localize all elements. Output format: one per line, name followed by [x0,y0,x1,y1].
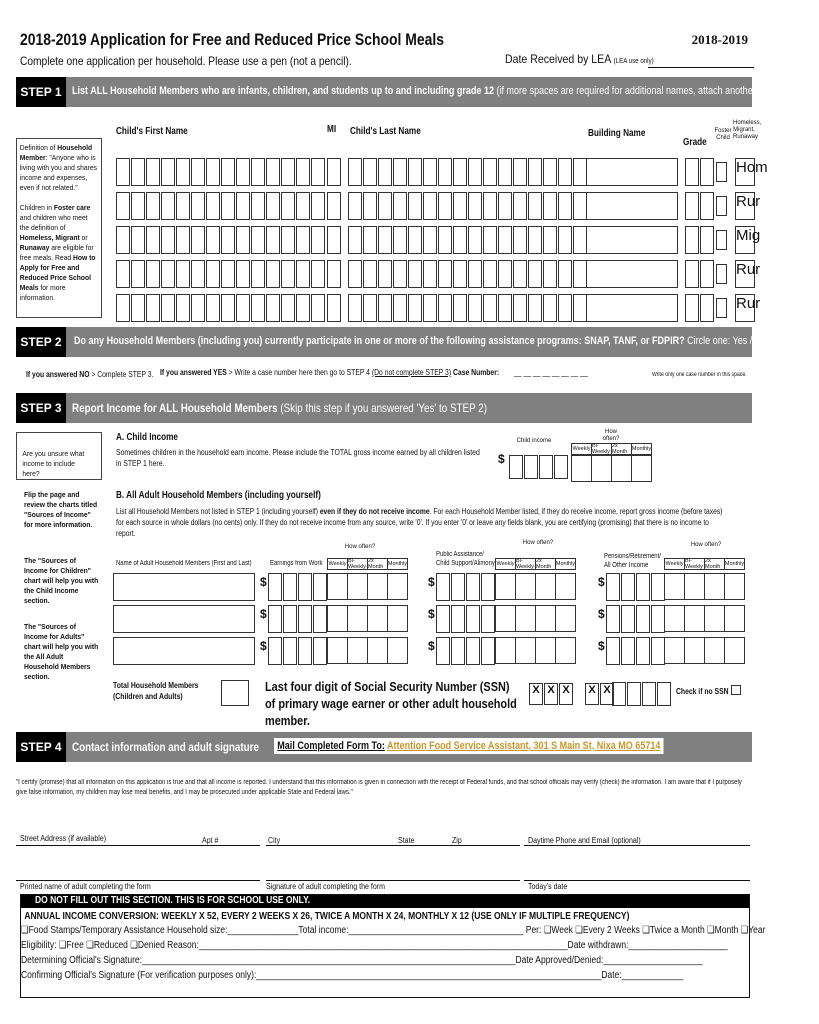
dollar-sign: $ [598,607,605,621]
public-assistance-field[interactable] [436,605,496,633]
step4-bar [16,732,752,762]
step4-label: STEP 4 [16,732,66,762]
child-mi-field[interactable] [327,226,341,254]
public-assistance-frequency[interactable] [495,637,575,664]
grade-field[interactable] [685,158,715,186]
child-mi-field[interactable] [327,158,341,186]
dollar-sign: $ [428,639,435,653]
building-name-field[interactable] [586,226,678,254]
freq-monthly: Monthly [631,443,652,455]
case-number-field[interactable]: __ __ __ __ __ __ __ __ [514,368,588,377]
form-subtitle: Complete one application per household. Please use a pen (not a pencil). [20,54,352,68]
child-income-title: A. Child Income [116,432,178,443]
income-help-box [16,432,102,480]
city-label: City [268,836,281,845]
income-help-flip: Flip the page and review the charts titled "Sources of Income" for more information. [24,490,98,529]
earnings-work-field[interactable] [268,573,328,601]
phone-email-line[interactable] [524,845,750,846]
child-last-name-field[interactable] [348,260,588,288]
col-adult-name: Name of Adult Household Members (First and Last) [116,560,252,567]
step2-heading: Do any Household Members (including you) currently participate in one or more of the following assistance programs: SNAP, TANF, or FDPIR? Circle one: Yes / No [74,335,767,347]
public-assistance-field[interactable] [436,637,496,665]
freq-2x-month: 2x Month [611,443,632,455]
todays-date-label: Today's date [528,882,568,891]
freq-labels: Weekly Bi-Weekly 2x Month Monthly [328,558,408,570]
foster-child-checkbox[interactable] [716,264,727,284]
printed-name-line[interactable] [16,880,260,881]
step2-label: STEP 2 [16,327,66,357]
adult-income-title: B. All Adult Household Members (including yourself) [116,490,321,501]
dollar-sign: $ [260,575,267,589]
step3-label: STEP 3 [16,393,66,423]
income-help-question: Are you unsure what income to include here? [22,449,85,478]
step4-heading: Contact information and adult signature [72,740,259,754]
child-freq-labels [571,443,651,455]
child-first-name-field[interactable] [116,192,326,220]
child-how-often: How often? [602,429,620,442]
pension-frequency[interactable] [664,573,744,600]
state-label: State [398,836,415,845]
freq-biweekly: Bi-Weekly [591,443,612,455]
foster-child-checkbox[interactable] [716,230,727,250]
dollar-sign: $ [260,607,267,621]
foster-child-checkbox[interactable] [716,298,727,318]
how-often-label: How often? [344,544,376,550]
signature-label: Signature of adult completing the form [266,882,385,891]
dollar-sign: $ [598,575,605,589]
child-last-name-field[interactable] [348,192,588,220]
step1-label: STEP 1 [16,77,66,107]
no-ssn-checkbox[interactable] [731,685,741,695]
ssn-last-four-field[interactable] [612,682,672,706]
mail-address[interactable]: Attention Food Service Assistant, 301 S Main St, Nixa MO 65714 [387,740,661,752]
earnings-work-frequency[interactable] [327,605,407,632]
child-freq-boxes[interactable] [571,455,651,482]
apt-label: Apt # [202,836,219,845]
child-income-dollar: $ [498,452,505,466]
zip-label: Zip [452,836,462,845]
child-income-text: Sometimes children in the household earn income. Please include the TOTAL gross income earned by all children listed in STEP 1 here. [116,448,480,468]
signature-line[interactable] [266,880,520,881]
col-public-assistance: Public Assistance/ Child Support/Alimony [436,551,495,567]
step2-if-yes: If you answered YES > Write a case number here then go to STEP 4 (Do not complete STEP 3) Case Number: [160,368,500,377]
homeless-migrant-runaway-checkbox[interactable]: Hom [735,158,755,186]
household-member-definition: Definition of Household Member: "Anyone who is living with you and shares income and expenses, even if not related." [19,143,98,192]
grade-field[interactable] [685,294,715,322]
grade-field[interactable] [685,192,715,220]
homeless-migrant-runaway-checkbox[interactable]: Rur [735,294,755,322]
city-state-zip-line[interactable] [266,845,520,846]
earnings-work-field[interactable] [268,605,328,633]
dollar-sign: $ [260,639,267,653]
foster-homeless-note: Children in Foster care and children who meet the definition of Homeless, Migrant or Runaway are eligible for free meals. Read How to Apply for Free and Reduced Price School Meals for more information. [19,203,96,302]
school-use-heading: DO NOT FILL OUT THIS SECTION. THIS IS FOR SCHOOL USE ONLY. [21,895,749,908]
col-foster: Foster Child [714,128,732,141]
adult-name-field[interactable] [113,573,255,601]
col-first-name: Child's First Name [116,126,188,137]
food-stamps-row[interactable]: ❏Food Stamps/Temporary Assistance Household size:_______________Total income:_____________________________________ Per: ❏Week ❏Every 2 Weeks ❏Twice a Month ❏Month ❏Year [21,925,766,936]
step3-bar [16,393,752,423]
step3-heading: Report Income for ALL Household Members (Skip this step if you answered 'Yes' to STEP 2) [72,401,487,415]
pension-frequency[interactable] [664,605,744,632]
school-use-section [20,894,766,998]
public-assistance-field[interactable] [436,573,496,601]
grade-field[interactable] [685,226,715,254]
earnings-work-frequency[interactable] [327,637,407,664]
ssn-label: Last four digit of Social Security Number (SSN) of primary wage earner or other adult household member. [265,679,517,728]
building-name-field[interactable] [586,260,678,288]
determining-official-row[interactable]: Determining Official's Signature:_______________________________________________________________________________Date Approved/Denied:_____________________ [21,955,703,966]
confirming-official-row[interactable]: Confirming Official's Signature (For verification purposes only):_________________________________________________________________________Date:_____________ [21,970,684,981]
mail-to: Mail Completed Form To: Attention Food Service Assistant, 301 S Main St, Nixa MO 65714 [274,738,664,754]
child-first-name-field[interactable] [116,260,326,288]
earnings-work-field[interactable] [268,637,328,665]
step2-if-no: If you answered NO > Complete STEP 3. [26,370,154,379]
adult-name-field[interactable] [113,637,255,665]
income-help-children: The "Sources of Income for Children" chart will help you with the Child Income section. [24,556,99,605]
homeless-migrant-runaway-checkbox[interactable]: Mig [735,226,755,254]
date-received-field[interactable] [648,67,754,68]
todays-date-line[interactable] [524,880,750,881]
child-first-name-field[interactable] [116,226,326,254]
col-last-name: Child's Last Name [350,126,421,137]
dollar-sign: $ [428,607,435,621]
earnings-work-frequency[interactable] [327,573,407,600]
col-grade: Grade [683,137,707,148]
how-often-label: How often? [522,540,554,546]
dollar-sign: $ [428,575,435,589]
certification-text: "I certify (promise) that all information on this application is true and that all income is reported. I understand that this information is given in connection with the receipt of Federal funds, and that school officials may verify (check) the information. I am aware that if I purposely give false information, my children may lose meal benefits, and I may be prosecuted under applicable State and Federal laws." [16,779,742,796]
adult-name-field[interactable] [113,605,255,633]
child-income-label: Child income [516,438,552,444]
child-last-name-field[interactable] [348,294,588,322]
child-mi-field[interactable] [327,294,341,322]
pension-field[interactable] [606,605,666,633]
case-number-note: Write only one case number in this space. [652,372,747,378]
freq-labels: Weekly Bi-Weekly 2x Month Monthly [496,558,576,570]
col-earnings-work: Earnings from Work [270,560,323,567]
child-mi-field[interactable] [327,192,341,220]
child-last-name-field[interactable] [348,158,588,186]
step1-sidebar [16,138,102,318]
child-last-name-field[interactable] [348,226,588,254]
phone-email-label: Daytime Phone and Email (optional) [528,836,641,845]
col-building: Building Name [588,128,646,139]
pension-field[interactable] [606,573,666,601]
col-hmr: Homeless, Migrant, Runaway [733,120,762,140]
child-mi-field[interactable] [327,260,341,288]
no-ssn-label: Check if no SSN [676,687,729,696]
eligibility-row[interactable]: Eligibility: ❏Free ❏Reduced ❏Denied Reason:______________________________________________________________________________Date withdrawn:_____________________ [21,940,728,951]
public-assistance-frequency[interactable] [495,605,575,632]
income-help-adults: The "Sources of Income for Adults" chart will help you with the All Adult Household Members section. [24,622,99,681]
child-first-name-field[interactable] [116,158,326,186]
form-title: 2018-2019 Application for Free and Reduced Price School Meals [20,30,445,49]
col-mi: MI [327,124,337,135]
street-address-label: Street Address (if available) [20,834,107,843]
building-name-field[interactable] [586,158,678,186]
street-address-line[interactable] [16,845,260,846]
homeless-migrant-runaway-checkbox[interactable]: Rur [735,192,755,220]
step1-heading: List ALL Household Members who are infants, children, and students up to and including grade 12 (if more spaces are required for additional names, attach another sheet of paper) [72,85,819,97]
dollar-sign: $ [598,639,605,653]
step1-bar [16,77,819,107]
foster-child-checkbox[interactable] [716,162,727,182]
public-assistance-frequency[interactable] [495,573,575,600]
income-conversion: ANNUAL INCOME CONVERSION: WEEKLY X 52, EVERY 2 WEEKS X 26, TWICE A MONTH X 24, MONTHLY X 12 (USE ONLY IF MULTIPLE FREQUENCY) [24,911,630,922]
total-members-field[interactable] [221,680,249,706]
col-pensions: Pensions/Retirement/ All Other Income [604,553,661,569]
school-year: 2018-2019 [691,32,748,47]
adult-income-text: List all Household Members not listed in STEP 1 (including yourself) even if they do not receive income. For each Household Member listed, if they do receive income, report gross income (before taxes) for each source in whole dollars (no cents) only. If they do not receive income from any source, write '0'. If you enter '0' or leave any fields blank, you are certifying (promising) that there is no income to report. [116,507,723,538]
freq-weekly: Weekly [571,443,592,455]
building-name-field[interactable] [586,192,678,220]
pension-field[interactable] [606,637,666,665]
how-often-label: How often? [690,542,722,548]
child-income-field[interactable] [509,455,569,479]
foster-child-checkbox[interactable] [716,196,727,216]
step2-bar [16,327,767,357]
grade-field[interactable] [685,260,715,288]
homeless-migrant-runaway-checkbox[interactable]: Rur [735,260,755,288]
building-name-field[interactable] [586,294,678,322]
date-received-label: Date Received by LEA (LEA use only) [505,52,654,66]
printed-name-label: Printed name of adult completing the form [20,882,151,891]
pension-frequency[interactable] [664,637,744,664]
ssn-masked: X X X X X [529,683,614,705]
total-members-label: Total Household Members (Children and Adults) [113,681,199,701]
freq-labels: Weekly Bi-Weekly 2x Month Monthly [665,558,745,570]
child-first-name-field[interactable] [116,294,326,322]
